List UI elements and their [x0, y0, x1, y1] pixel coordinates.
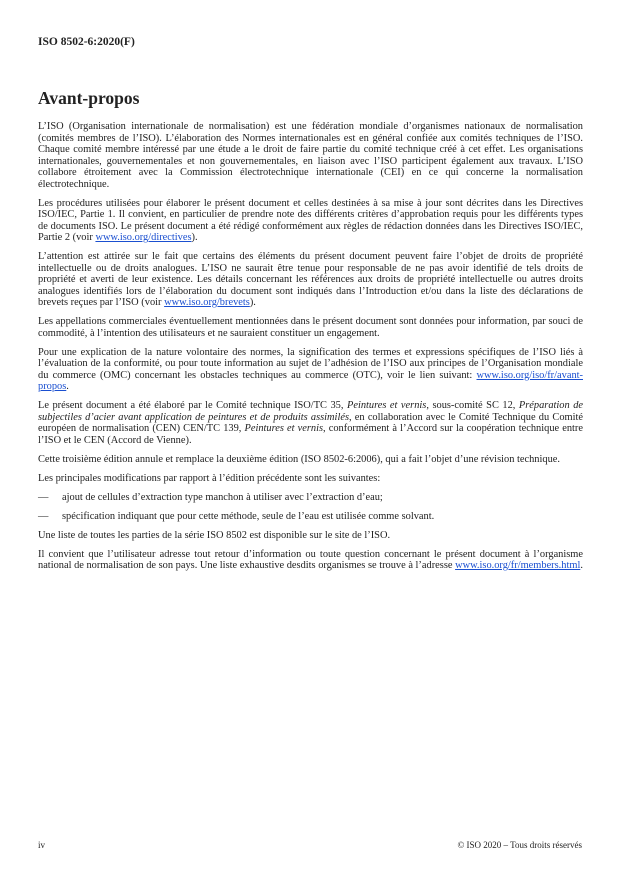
list-item-text: spécification indiquant que pour cette méthode, seule de l’eau est utilisée comme solvant. [62, 510, 435, 522]
document-body [38, 121, 583, 579]
link-avant-propos[interactable]: www.iso.org/iso/fr/avant-propos [38, 369, 583, 392]
link-members[interactable]: www.iso.org/fr/members.html [455, 560, 581, 571]
paragraph-voluntary-nature [38, 347, 583, 393]
page-number: iv [38, 840, 46, 850]
document-id-header: ISO 8502-6:2020(F) [38, 36, 135, 48]
link-brevets[interactable]: www.iso.org/brevets [164, 297, 250, 308]
text: Il convient que l’utilisateur adresse tout retour d’information ou toute question concernant le présent document à l’organisme national de normalisation de son pays. Une liste exhaustive desdits organismes se trouve à l’adresse [38, 548, 583, 571]
paragraph-changes-intro: Les principales modifications par rapport à l’édition précédente sont les suivantes: [38, 472, 381, 484]
text: . [580, 560, 583, 571]
paragraph-feedback [38, 549, 583, 572]
list-item [38, 511, 583, 523]
text: , en collaboration avec le Comité Technique du Comité européen de normalisation (CEN) CEN/TC 139, [38, 411, 583, 434]
text: , sous-comité SC 12, [426, 400, 519, 411]
paragraph-series: Une liste de toutes les parties de la série ISO 8502 est disponible sur le site de l’ISO. [38, 529, 391, 541]
paragraph-patents [38, 251, 583, 309]
dash-bullet: — [38, 491, 49, 503]
link-directives[interactable]: www.iso.org/directives [95, 232, 192, 243]
paragraph-edition: Cette troisième édition annule et remplace la deuxième édition (ISO 8502-6:2006), qui a fait l’objet d’une révision technique. [38, 453, 560, 465]
text: Le présent document a été élaboré par le Comité technique ISO/TC 35, [38, 400, 347, 411]
text: , conformément à l’Accord sur la coopération technique entre l’ISO et le CEN (Accord de Vienne). [38, 423, 583, 446]
text: Les procédures utilisées pour élaborer le présent document et celles destinées à sa mise à jour sont décrites dans les Directives ISO/IEC, Partie 1. Il convient, en particulier de prendre note des différents critères d’approbation requis pour les différents types de documents ISO. Le présent document a été rédigé conformément aux règles de rédaction données dans les Directives ISO/IEC, Partie 2 (voir [38, 197, 583, 243]
committee-title: Peintures et vernis [346, 400, 427, 411]
list-item-text: ajout de cellules d’extraction type manchon à utiliser avec l’extraction d’eau; [62, 491, 383, 503]
dash-bullet: — [38, 510, 49, 522]
subcommittee-title: Préparation de subjectiles d’acier avant application de peintures et de produits assimilés [38, 400, 584, 423]
page-title: Avant-propos [38, 88, 140, 108]
cen-committee-title: Peintures et vernis [244, 423, 324, 434]
text: ). [191, 232, 198, 243]
paragraph-iso-intro: L’ISO (Organisation internationale de normalisation) est une fédération mondiale d’organismes nationaux de normalisation (comités membres de l’ISO). L’élaboration des Normes internationales est en général confiée aux comités techniques de l’ISO. Chaque comité membre intéressé par une étude a le droit de faire partie du comité technique créé à cet effet. Les organisations internationales, gouvernementales et non gouvernementales, en liaison avec l’ISO participent également aux travaux. L’ISO collabore étroitement avec la Commission électrotechnique internationale (CEI) en ce qui concerne la normalisation électrotechnique. [38, 121, 583, 190]
text: L’attention est attirée sur le fait que certains des éléments du présent document peuvent faire l’objet de droits de propriété intellectuelle ou de droits analogues. L’ISO ne saurait être tenue pour responsable de ne pas avoir identifié de tels droits de propriété et averti de leur existence. Les détails concernant les références aux droits de propriété intellectuelle ou autres droits analogues identifiés lors de l’élaboration du document sont indiqués dans l’Introduction et/ou dans la liste des déclarations de brevets reçues par l’ISO (voir [38, 251, 583, 308]
text: ). [249, 297, 256, 308]
text: Pour une explication de la nature volontaire des normes, la signification des termes et expressions spécifiques de l’ISO liés à l’évaluation de la conformité, ou pour toute information au sujet de l’adhésion de l’ISO aux principes de l’Organisation mondiale du commerce (OMC) concernant les obstacles techniques au commerce (OTC), voir le lien suivant: [38, 346, 583, 381]
paragraph-procedures [38, 198, 583, 244]
list-item [38, 492, 583, 504]
copyright-notice: © ISO 2020 – Tous droits réservés [457, 840, 582, 850]
paragraph-committee [38, 400, 583, 446]
paragraph-trade-names: Les appellations commerciales éventuellement mentionnées dans le présent document sont données pour information, par souci de commodité, à l’intention des utilisateurs et ne sauraient constituer un engagement. [38, 316, 583, 339]
text: . [66, 381, 69, 392]
